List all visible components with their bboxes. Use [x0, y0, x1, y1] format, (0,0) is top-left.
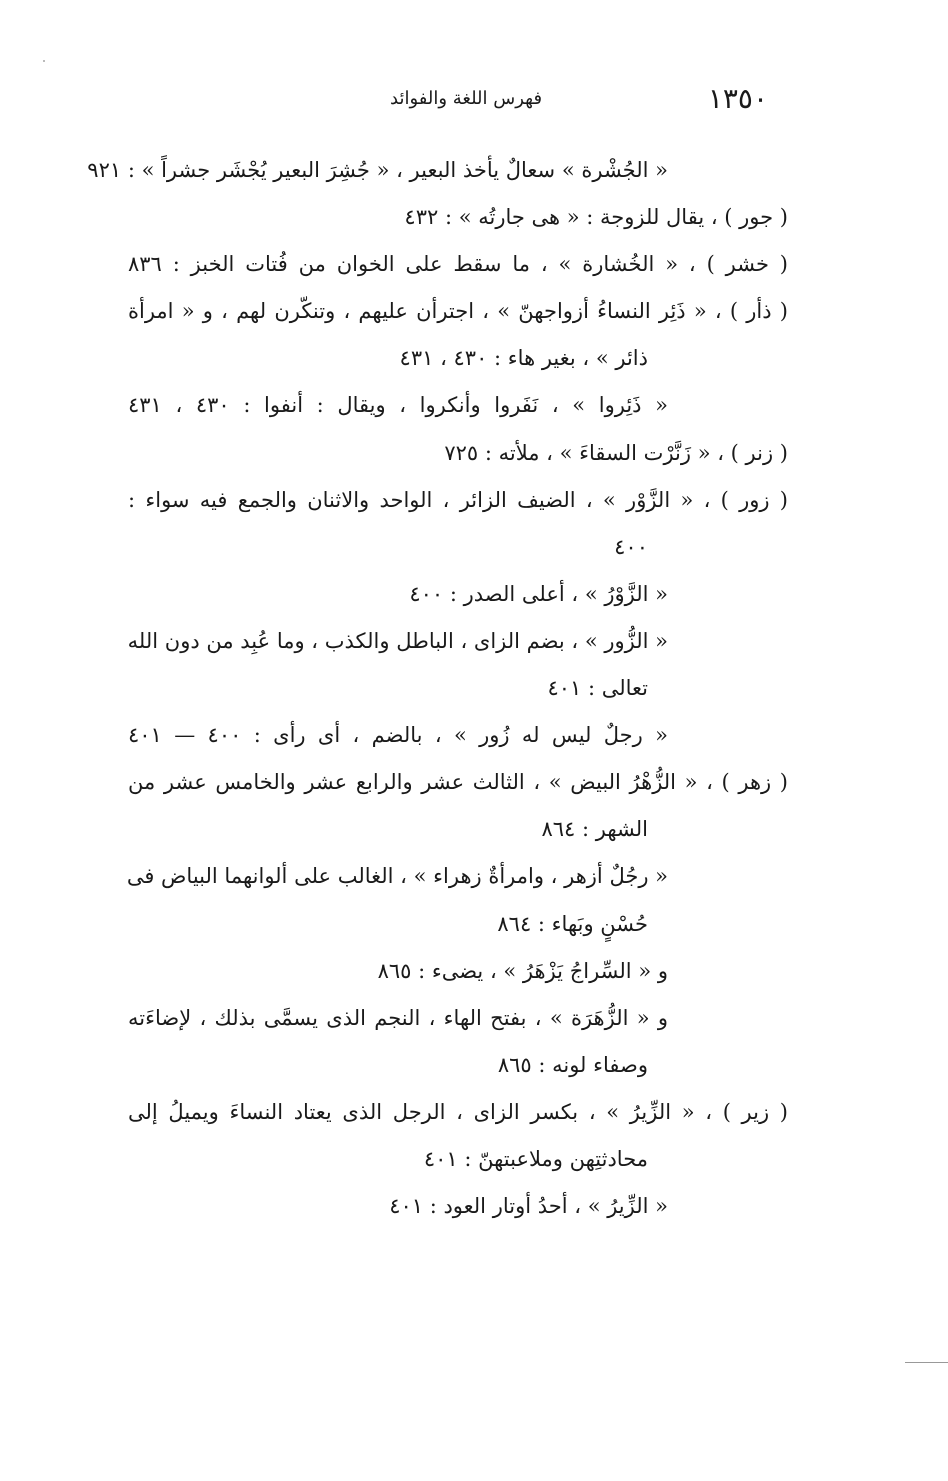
page-number: ١٣٥٠	[707, 82, 768, 115]
index-entry-head-line: ( زنر ) ، « زَنَّرْت السقاءَ » ، ملأته : ٧٢٥	[444, 440, 788, 465]
index-entry-sub-line: « الزَّوْرُ » ، أعلى الصدر : ٤٠٠	[409, 581, 668, 606]
margin-speck	[43, 60, 45, 62]
index-entry-head-line: ( ذأر ) ، « ذَئِر النساءُ أزواجهنّ » ، اجترأن عليهم ، وتنكّرن لهم ، و « امرأة	[128, 299, 788, 324]
index-entry-head-line: ( زير ) ، « الزِّيرُ » ، بكسر الزاى ، الرجل الذى يعتاد النساءَ ويميلُ إلى	[128, 1099, 788, 1124]
running-title: فهرس اللغة والفوائد	[390, 88, 543, 109]
index-entry-sub-line: حُسْنٍ وبَهاء : ٨٦٤	[497, 911, 648, 936]
index-entry-head-line: ( زهر ) ، « الزُّهْرُ البيض » ، الثالث عشر والرابع عشر والخامس عشر من	[128, 770, 788, 795]
index-entry-sub-line: « الزُّور » ، بضم الزاى ، الباطل والكذب ، وما عُبِد من دون الله	[127, 628, 668, 653]
index-entry-sub-line: « رجُلٌ أزهر ، وامرأةٌ زهراء » ، الغالب على ألوانهما البياض فى	[126, 864, 668, 889]
index-entries	[87, 147, 788, 1230]
page-header	[390, 82, 768, 122]
index-entry-sub-line: تعالى : ٤٠١	[547, 676, 648, 701]
index-entry-sub-line: ٤٠٠	[614, 534, 648, 559]
index-entry-sub-line: « ذَئِروا » ، نَفَروا وأنكروا ، ويقال : أنفوا : ٤٣٠ ، ٤٣١	[128, 393, 668, 418]
index-entry-sub-line: وصفاء لونه : ٨٦٥	[497, 1052, 648, 1077]
index-entry-sub-line: و « الزُّهَرَة » ، بفتح الهاء ، النجم الذى يسمَّى بذلك ، لإضاءَته	[128, 1005, 668, 1030]
index-entry-sub-line: و « السِّراجُ يَزْهَرُ » ، يضىء : ٨٦٥	[377, 958, 668, 983]
index-entry-sub-line: ذائر » ، بغير هاء : ٤٣٠ ، ٤٣١	[399, 346, 648, 371]
index-entry-head-line: ( جور ) ، يقال للزوجة : « هى جارتُه » : ٤٣٢	[404, 205, 788, 230]
index-entry-sub-line: « رجلٌ ليس له زُور » ، بالضم ، أى رأى : ٤٠٠ — ٤٠١	[128, 723, 668, 748]
index-entry-sub-line: محادثتِهن وملاعبتهنّ : ٤٠١	[423, 1146, 648, 1171]
index-entry-head-line: ( خشر ) ، « الخُشارة » ، ما سقط على الخوان من فُتات الخبز : ٨٣٦	[128, 252, 788, 277]
index-entry-sub-line: « الجُشْرة » سعالٌ يأخذ البعير ، « جُشِرَ البعير يُجْشَر جشراً » : ٩٢١	[87, 158, 668, 182]
margin-rule	[905, 1362, 948, 1363]
index-entry-head-line: ( زور ) ، « الزَّوْر » ، الضيف الزائر ، الواحد والاثنان والجمع فيه سواء :	[128, 487, 788, 512]
index-entry-sub-line: « الزِّيرُ » ، أحدُ أوتار العود : ٤٠١	[389, 1194, 668, 1219]
index-entry-sub-line: الشهر : ٨٦٤	[541, 817, 648, 842]
